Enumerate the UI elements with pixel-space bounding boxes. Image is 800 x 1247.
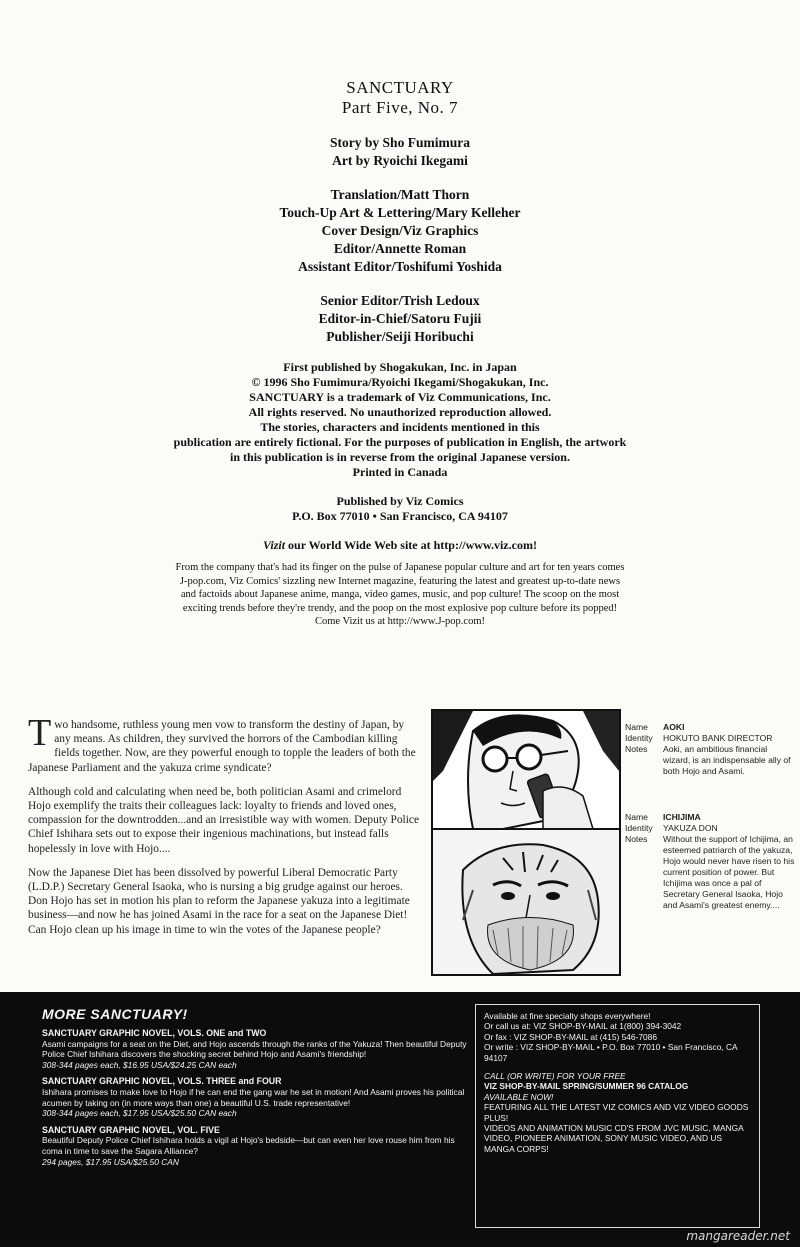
legal-line: © 1996 Sho Fumimura/Ryoichi Ikegami/Shogakukan, Inc. <box>251 375 549 389</box>
senior-staff-credits <box>0 292 800 346</box>
promo-line: Come Vizit us at http://www.J-pop.com! <box>315 616 485 627</box>
character-identity: HOKUTO BANK DIRECTOR <box>663 733 773 743</box>
promo-line: From the company that's had its finger on the pulse of Japanese popular culture and art for ten years comes <box>175 562 625 573</box>
story-synopsis <box>28 712 420 947</box>
volume-price: 308-344 pages each, $17.95 USA/$25.50 CAN each <box>42 1108 237 1119</box>
promo-line: and factoids about Japanese anime, manga, video games, music, and pop culture! The scoop on the most <box>180 589 620 600</box>
staff-line: Translation/Matt Thorn <box>330 187 470 202</box>
more-sanctuary-ad <box>0 992 800 1247</box>
legal-line: SANCTUARY is a trademark of Viz Communications, Inc. <box>249 390 551 404</box>
website-url: our World Wide Web site at http://www.viz.com! <box>285 538 537 552</box>
aoki-portrait <box>431 709 621 831</box>
character-name: AOKI <box>663 722 685 732</box>
volume-list <box>42 1028 472 1173</box>
staff-line: Publisher/Seiji Horibuchi <box>326 329 474 344</box>
volume-title: SANCTUARY GRAPHIC NOVEL, VOLS. THREE and FOUR <box>42 1076 282 1087</box>
catalog-features: FEATURING ALL THE LATEST VIZ COMICS AND VIZ VIDEO GOODS PLUS! <box>484 1102 749 1123</box>
art-credit: Art by Ryoichi Ikegami <box>332 153 468 168</box>
catalog-videos: VIDEOS AND ANIMATION MUSIC CD'S FROM JVC MUSIC, MANGA VIDEO, PIONEER ANIMATION, SONY MUSIC VIDEO, AND US MANGA CORPS! <box>484 1123 744 1154</box>
order-fax: Or fax : VIZ SHOP-BY-MAIL at (415) 546-7086 <box>484 1031 657 1042</box>
synopsis-paragraph: Although cold and calculating when need be, both politician Asami and crimelord Hojo exemplify the traits their colleagues lack: loyalty to friends and loved ones, compassion for the downtrodden...and an irresistible way with women. Deputy Police Chief Ishihara sets out to expose their ingenious machinations, but instead falls hopelessly in love with Hojo.... <box>28 785 419 855</box>
promo-line: exciting trends before they're trendy, and the poop on the most explosive pop culture before its popped! <box>182 602 618 614</box>
legal-line: First published by Shogakukan, Inc. in Japan <box>283 360 517 374</box>
staff-line: Editor-in-Chief/Satoru Fujii <box>318 311 482 326</box>
publisher-address: P.O. Box 77010 • San Francisco, CA 94107 <box>292 509 508 523</box>
legal-notice <box>0 360 800 480</box>
volume-price: 308-344 pages each, $16.95 USA/$24.25 CAN each <box>42 1059 237 1070</box>
legal-line: Printed in Canada <box>352 465 448 479</box>
story-credit: Story by Sho Fumimura <box>330 135 470 150</box>
staff-line: Touch-Up Art & Lettering/Mary Kelleher <box>279 205 521 220</box>
staff-line: Editor/Annette Roman <box>333 241 467 256</box>
order-info-box <box>475 1004 760 1228</box>
staff-line: Assistant Editor/Toshifumi Yoshida <box>298 259 502 274</box>
order-address: Or write : VIZ SHOP-BY-MAIL • P.O. Box 77010 • San Francisco, CA 94107 <box>484 1042 738 1063</box>
website-line <box>0 538 800 553</box>
staff-line: Cover Design/Viz Graphics <box>321 223 479 238</box>
character-notes: Aoki, an ambitious financial wizard, is an indispensable ally of both Hojo and Asami. <box>663 744 791 776</box>
authors <box>0 134 800 170</box>
order-line: Available at fine specialty shops everywhere! <box>484 1011 651 1021</box>
legal-line: The stories, characters and incidents mentioned in this <box>260 420 540 434</box>
legal-line: All rights reserved. No unauthorized reproduction allowed. <box>248 405 552 419</box>
character-card-ichijima: Name ICHIJIMA Identity YAKUZA DON Notes Without the support of Ichijima, an esteemed patriarch of the yakuza, Hojo would never have risen to his current position of power. But Ichijima was once a pal of Secretary General Isaoka, Hojo and Asami's greatest enemy.... <box>625 812 795 910</box>
volume-entry <box>42 1028 472 1070</box>
ichijima-portrait <box>431 828 621 976</box>
jpop-promo <box>0 561 800 629</box>
volume-description: Beautiful Deputy Police Chief Ishihara holds a vigil at Hojo's bedside—but can even her love rouse him from his coma in time to save the Sagara Alliance? <box>42 1135 455 1156</box>
legal-line: publication are entirely fictional. For the purposes of publication in English, the artwork <box>173 435 627 449</box>
book-title: SANCTUARY <box>346 78 454 97</box>
catalog-name: VIZ SHOP-BY-MAIL SPRING/SUMMER 96 CATALOG <box>484 1081 689 1092</box>
catalog-availability: AVAILABLE NOW! <box>484 1091 554 1102</box>
synopsis-paragraph: Two handsome, ruthless young men vow to transform the destiny of Japan, by any means. As children, they survived the horrors of the Cambodian killing fields together. Now, are they powerful enough to topple the leaders of both the Japanese Parliament and the yakuza crime syndicate? <box>28 712 416 774</box>
volume-description: Asami campaigns for a seat on the Diet, and Hojo ascends through the ranks of the Yakuza! Then beautiful Deputy Police Chief Ishihara discovers the shocking secret behind Hojo and Asami's friendship! <box>42 1038 467 1060</box>
character-card-aoki: Name AOKI Identity HOKUTO BANK DIRECTOR Notes Aoki, an ambitious financial wizard, is an indispensable ally of both Hojo and Asami. <box>625 722 795 777</box>
character-identity: YAKUZA DON <box>663 823 718 833</box>
volume-entry <box>42 1125 472 1167</box>
vizit-word: Vizit <box>263 538 286 552</box>
publisher-name: Published by Viz Comics <box>336 494 464 508</box>
promo-line: J-pop.com, Viz Comics' sizzling new Internet magazine, featuring the latest and greatest up-to-date news <box>179 575 621 587</box>
volume-title: SANCTUARY GRAPHIC NOVEL, VOL. FIVE <box>42 1124 220 1135</box>
character-name: ICHIJIMA <box>663 812 701 822</box>
volume-title: SANCTUARY GRAPHIC NOVEL, VOLS. ONE and TWO <box>42 1028 267 1038</box>
synopsis-paragraph: Now the Japanese Diet has been dissolved by powerful Liberal Democratic Party (L.D.P.) Secretary General Isaoka, who is nursing a big grudge against our heroes. Don Hojo has set in motion his plan to reform the Japanese yakuza into a legitimate business—and now he has joined Asami in the race for a seat on the Japanese Diet! Can Hojo clean up his image in time to win the votes of the Japanese people? <box>28 866 410 936</box>
staff-credits <box>0 186 800 276</box>
volume-entry <box>42 1076 472 1118</box>
site-watermark: mangareader.net <box>686 1229 790 1243</box>
part-number: Part Five, No. 7 <box>341 98 459 117</box>
publisher-info <box>0 494 800 524</box>
order-phone: Or call us at: VIZ SHOP-BY-MAIL at 1(800) 394-3042 <box>484 1021 682 1032</box>
staff-line: Senior Editor/Trish Ledoux <box>320 293 480 308</box>
catalog-line: CALL (OR WRITE) FOR YOUR FREE <box>484 1071 626 1082</box>
volume-price: 294 pages, $17.95 USA/$25.50 CAN <box>42 1156 179 1167</box>
ad-title: MORE SANCTUARY! <box>42 1006 188 1022</box>
character-notes: Without the support of Ichijima, an esteemed patriarch of the yakuza, Hojo would never have risen to his current position of power. But Ichijima was once a pal of Secretary General Isaoka, Hojo and Asami's greatest enemy.... <box>663 834 795 910</box>
credits-block <box>0 78 800 629</box>
legal-line: in this publication is in reverse from the original Japanese version. <box>230 450 570 464</box>
drop-cap: T <box>28 712 52 754</box>
volume-description: Ishihara promises to make love to Hojo if he can end the gang war he set in motion! And Asami proves his political acumen by taking on (in more ways than one) a beautiful U.S. trade representative! <box>42 1086 465 1108</box>
